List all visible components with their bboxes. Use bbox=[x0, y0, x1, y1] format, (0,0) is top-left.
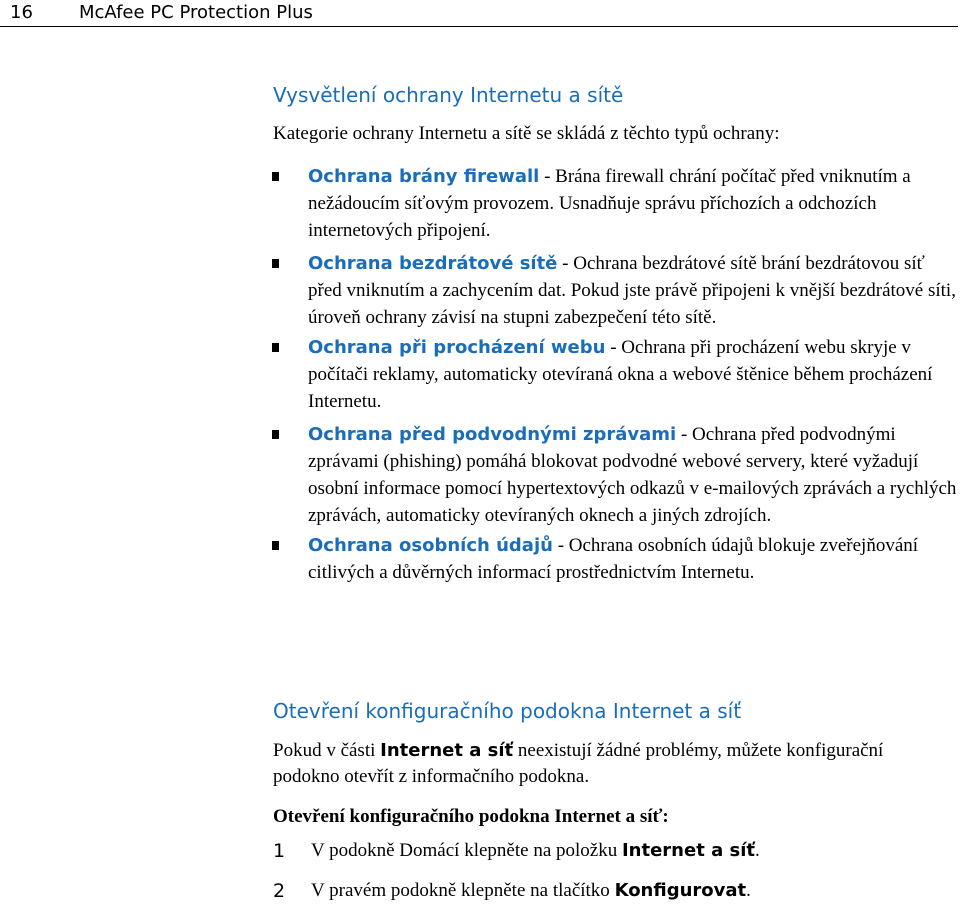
procedure-steps bbox=[273, 838, 760, 918]
protection-list bbox=[272, 163, 960, 589]
list-item bbox=[272, 250, 960, 331]
page-number: 16 bbox=[10, 2, 33, 23]
item-description: - Ochrana bezdrátové sítě brání bezdrátovou síť před vniknutím a zachycením dat. Pokud jste právě připojeni k vnější bezdrátové síti, úroveň ochrany závisí na stupni zabezpečení této sítě. bbox=[308, 253, 956, 328]
page-header bbox=[0, 0, 958, 27]
ui-reference: Konfigurovat bbox=[614, 880, 747, 901]
square-bullet-icon bbox=[272, 259, 279, 268]
procedure-step bbox=[273, 838, 760, 864]
term-personal-info: Ochrana osobních údajů bbox=[308, 535, 553, 556]
item-description: - Ochrana před podvodnými zprávami (phishing) pomáhá blokovat podvodné webové servery, které vyžadují osobní informace pomocí hypertextových odkazů v e-mailových zprávách a rychlých zprávách, automaticky otevíraných oknech a jiných zdrojích. bbox=[308, 424, 957, 526]
square-bullet-icon bbox=[272, 541, 279, 550]
ui-reference: Internet a síť bbox=[621, 840, 755, 861]
item-description: - Brána firewall chrání počítač před vniknutím a nežádoucím síťovým provozem. Usnadňuje správu příchozích a odchozích internetových připojení. bbox=[308, 166, 911, 241]
step-text: V pravém podokně klepněte na tlačítko bbox=[311, 880, 615, 901]
list-item bbox=[272, 421, 960, 529]
step-number: 2 bbox=[273, 880, 286, 902]
step-text: . bbox=[754, 840, 760, 861]
list-item bbox=[272, 163, 960, 244]
item-description: - Ochrana při procházení webu skryje v počítači reklamy, automaticky otevíraná okna a webové štěnice během procházení Internetu. bbox=[308, 337, 933, 412]
list-item bbox=[272, 532, 960, 586]
procedure-heading: Otevření konfiguračního podokna Internet a síť: bbox=[273, 806, 669, 827]
term-firewall: Ochrana brány firewall bbox=[308, 166, 540, 187]
step-number: 1 bbox=[273, 840, 286, 862]
config-intro bbox=[273, 738, 953, 790]
book-title: McAfee PC Protection Plus bbox=[79, 2, 313, 23]
square-bullet-icon bbox=[272, 430, 279, 439]
square-bullet-icon bbox=[272, 172, 279, 181]
intro-text: neexistují žádné problémy, můžete konfigurační podokno otevřít z informačního podokna. bbox=[273, 740, 884, 787]
step-text: V podokně Domácí klepněte na položku bbox=[311, 840, 622, 861]
step-text: . bbox=[746, 880, 751, 901]
section-heading-protection: Vysvětlení ochrany Internetu a sítě bbox=[273, 83, 624, 107]
procedure-step bbox=[273, 878, 760, 904]
item-description: - Ochrana osobních údajů blokuje zveřejňování citlivých a důvěrných informací prostřednictvím Internetu. bbox=[308, 535, 919, 583]
section-heading-config: Otevření konfiguračního podokna Internet a síť bbox=[273, 699, 742, 723]
term-wireless: Ochrana bezdrátové sítě bbox=[308, 253, 558, 274]
intro-text: Pokud v části bbox=[273, 740, 381, 761]
square-bullet-icon bbox=[272, 343, 279, 352]
term-web-browsing: Ochrana při procházení webu bbox=[308, 337, 606, 358]
section-intro: Kategorie ochrany Internetu a sítě se skládá z těchto typů ochrany: bbox=[273, 123, 780, 144]
ui-reference: Internet a síť bbox=[380, 740, 514, 761]
list-item bbox=[272, 334, 960, 415]
term-phishing: Ochrana před podvodnými zprávami bbox=[308, 424, 677, 445]
